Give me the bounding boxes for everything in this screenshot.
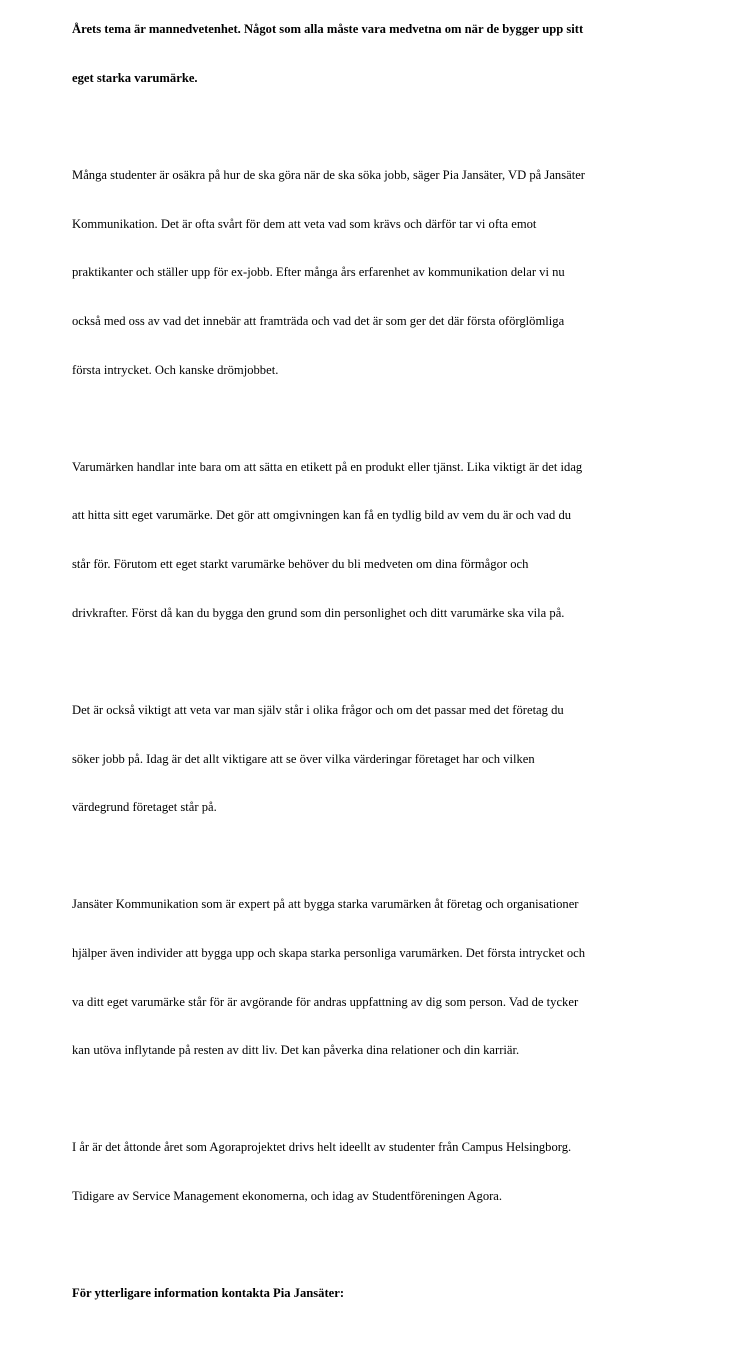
intro-line: Årets tema är mannedvetenhet. Något som alla måste vara medvetna om när de bygger upp sitt xyxy=(72,22,584,37)
intro-paragraph xyxy=(72,0,672,119)
footer-contact-heading xyxy=(72,1253,672,1334)
text-line: söker jobb på. Idag är det allt viktigare att se över vilka värderingar företaget har och vilken xyxy=(72,751,535,766)
text-line: står för. Förutom ett eget starkt varumärke behöver du bli medveten om dina förmågor och xyxy=(72,557,529,572)
document-page xyxy=(72,0,672,1350)
text-line: Det är också viktigt att veta var man själv står i olika frågor och om det passar med det företag du xyxy=(72,702,564,717)
footer-line: För ytterligare information kontakta Pia Jansäter: xyxy=(72,1286,345,1301)
body-paragraph-4 xyxy=(72,864,672,1091)
body-paragraph-2 xyxy=(72,426,672,653)
intro-line: eget starka varumärke. xyxy=(72,71,198,86)
body-paragraph-5 xyxy=(72,1107,672,1237)
text-line: Många studenter är osäkra på hur de ska göra när de ska söka jobb, säger Pia Jansäter, VD på Jansäter xyxy=(72,168,585,183)
text-line: va ditt eget varumärke står för är avgörande för andras uppfattning av dig som person. Vad de tycker xyxy=(72,994,579,1009)
text-line: Kommunikation. Det är ofta svårt för dem att veta vad som krävs och därför tar vi ofta emot xyxy=(72,216,537,231)
text-line: I år är det åttonde året som Agoraprojektet drivs helt ideellt av studenter från Campus Helsingborg. xyxy=(72,1140,572,1155)
text-line: att hitta sitt eget varumärke. Det gör att omgivningen kan få en tydlig bild av vem du är och vad du xyxy=(72,508,572,523)
text-line: drivkrafter. Först då kan du bygga den grund som din personlighet och ditt varumärke ska vila på. xyxy=(72,605,565,620)
text-line: Varumärken handlar inte bara om att sätta en etikett på en produkt eller tjänst. Lika viktigt är det idag xyxy=(72,459,583,474)
body-paragraph-3 xyxy=(72,669,672,847)
body-paragraph-1 xyxy=(72,135,672,410)
text-line: hjälper även individer att bygga upp och skapa starka personliga varumärken. Det första intrycket och xyxy=(72,945,586,960)
text-line: Jansäter Kommunikation som är expert på att bygga starka varumärken åt företag och organisationer xyxy=(72,897,579,912)
text-line: Tidigare av Service Management ekonomerna, och idag av Studentföreningen Agora. xyxy=(72,1188,503,1203)
text-line: kan utöva inflytande på resten av ditt liv. Det kan påverka dina relationer och din karriär. xyxy=(72,1043,520,1058)
text-line: värdegrund företaget står på. xyxy=(72,800,217,815)
text-line: första intrycket. Och kanske drömjobbet. xyxy=(72,362,279,377)
text-line: praktikanter och ställer upp för ex-jobb. Efter många års erfarenhet av kommunikation delar vi nu xyxy=(72,265,565,280)
text-line: också med oss av vad det innebär att framträda och vad det är som ger det där första oförglömliga xyxy=(72,314,565,329)
